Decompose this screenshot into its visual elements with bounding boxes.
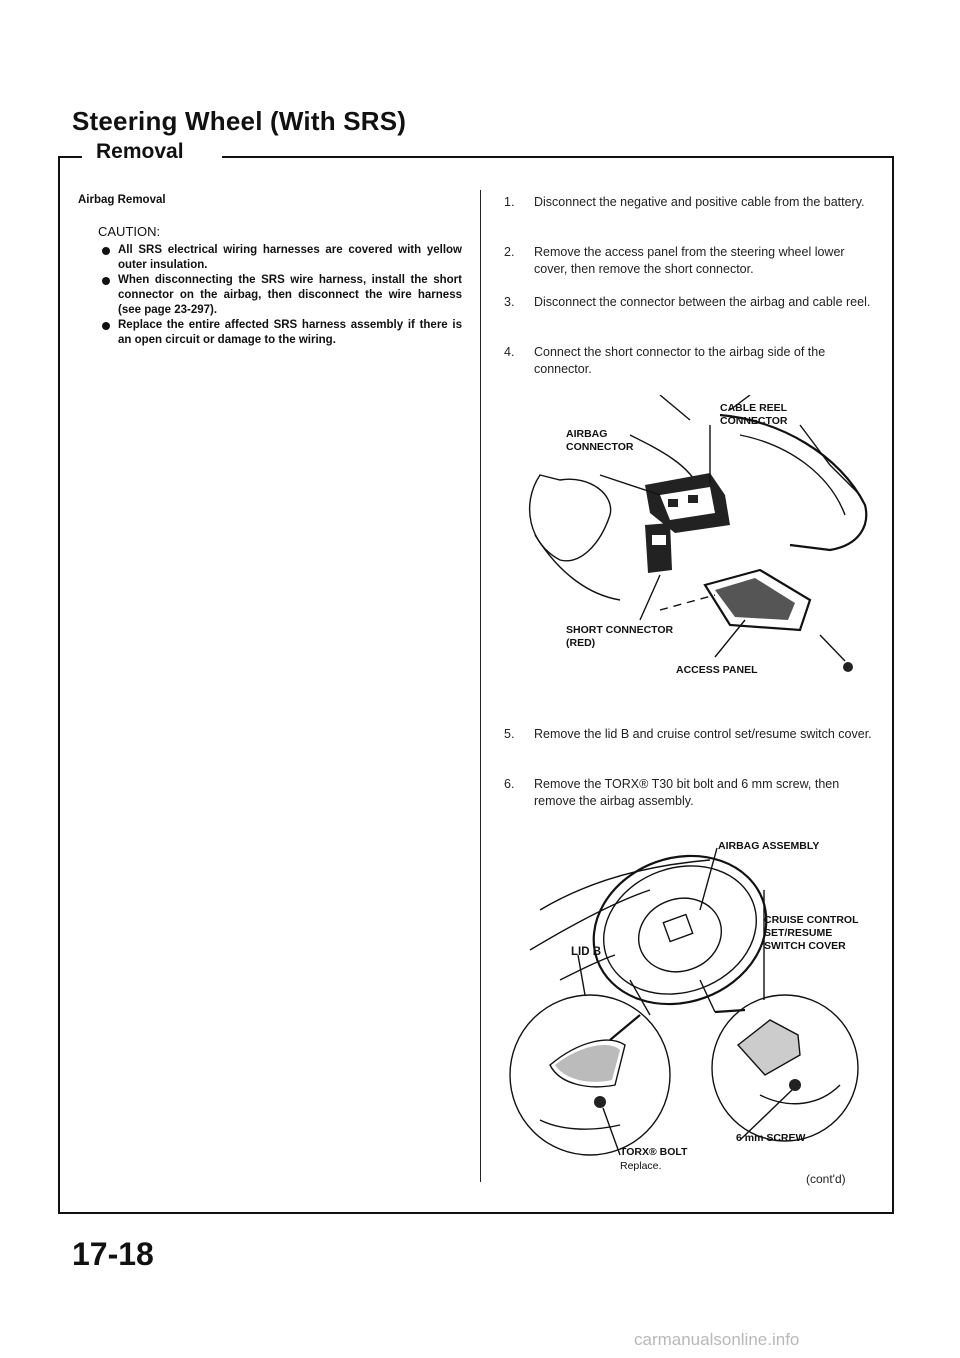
caution-item: When disconnecting the SRS wire harness, install the short connector on the airbag, then disconnect the wire harness (see page 23-297). <box>98 273 462 318</box>
label-cruise-control-cover: CRUISE CONTROL SET/RESUME SWITCH COVER <box>764 914 859 952</box>
caution-item: Replace the entire affected SRS harness assembly if there is an open circuit or damage to the wiring. <box>98 318 462 348</box>
page-title: Steering Wheel (With SRS) <box>72 106 407 136</box>
step-text: Disconnect the connector between the airbag and cable reel. <box>534 295 871 309</box>
continued-note: (cont'd) <box>806 1172 846 1186</box>
step-text: Disconnect the negative and positive cable from the battery. <box>534 195 865 209</box>
section-heading: Removal <box>96 140 184 163</box>
step-text: Remove the TORX® T30 bit bolt and 6 mm screw, then remove the airbag assembly. <box>534 777 840 808</box>
step-text: Remove the access panel from the steering wheel lower cover, then remove the short connector. <box>534 245 845 276</box>
step-1 <box>504 194 865 211</box>
left-column <box>78 194 462 348</box>
label-6mm-screw: 6 mm SCREW <box>736 1132 806 1144</box>
airbag-assembly-illustration <box>500 840 880 1170</box>
column-divider <box>480 190 481 1182</box>
frame-top-left <box>58 156 82 158</box>
label-cable-reel-connector: CABLE REEL CONNECTOR <box>720 402 788 427</box>
label-airbag-assembly: AIRBAG ASSEMBLY <box>718 840 820 852</box>
label-airbag-connector: AIRBAG CONNECTOR <box>566 428 634 453</box>
label-short-connector: SHORT CONNECTOR (RED) <box>566 624 674 649</box>
step-6 <box>504 776 874 810</box>
step-text: Remove the lid B and cruise control set/resume switch cover. <box>534 727 872 741</box>
step-text: Connect the short connector to the airbag side of the connector. <box>534 345 826 376</box>
step-number: 6. <box>504 777 515 791</box>
label-replace: Replace. <box>620 1160 662 1172</box>
frame-top-right <box>222 156 892 158</box>
step-number: 2. <box>504 245 515 259</box>
caution-item: All SRS electrical wiring harnesses are covered with yellow outer insulation. <box>98 243 462 273</box>
step-number: 3. <box>504 295 515 309</box>
subheading: Airbag Removal <box>78 194 166 206</box>
step-2 <box>504 244 874 278</box>
step-3 <box>504 294 870 311</box>
step-number: 1. <box>504 195 515 209</box>
step-5 <box>504 726 872 743</box>
watermark: carmanualsonline.info <box>634 1330 800 1349</box>
step-number: 5. <box>504 727 515 741</box>
caution-list <box>78 243 462 348</box>
label-torx-bolt: TORX® BOLT <box>620 1146 688 1158</box>
step-number: 4. <box>504 345 515 359</box>
caution-label: CAUTION: <box>98 224 161 239</box>
connector-illustration <box>500 395 880 695</box>
step-4 <box>504 344 874 378</box>
page-number: 17-18 <box>72 1236 154 1272</box>
label-lid-b: LID B <box>571 946 602 958</box>
label-access-panel: ACCESS PANEL <box>676 664 758 676</box>
